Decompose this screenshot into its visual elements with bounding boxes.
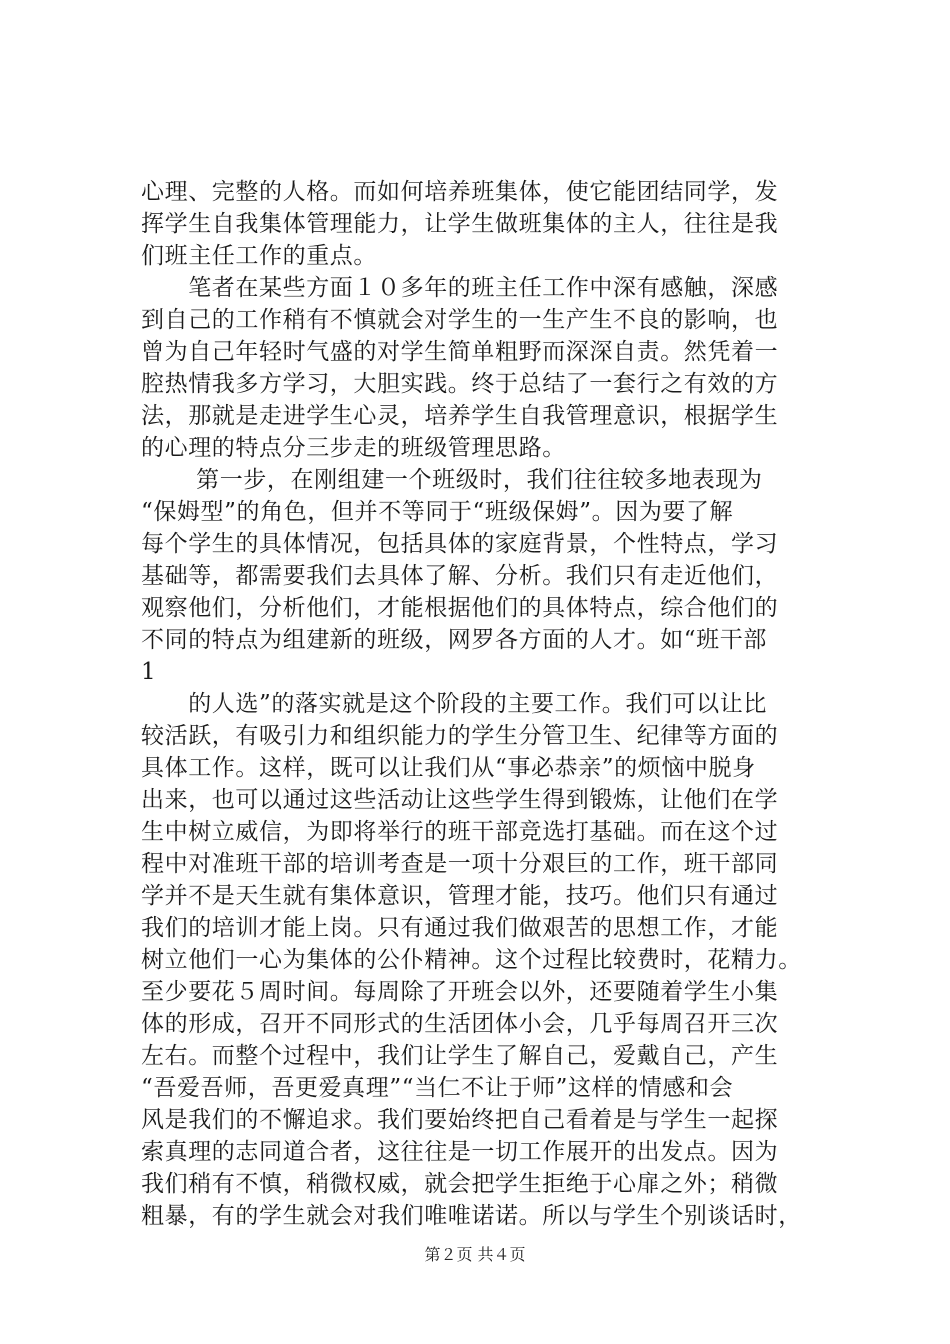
text-line: 们班主任工作的重点。	[141, 243, 377, 269]
text-line: 生中树立威信，为即将举行的班干部竞选打基础。而在这个过	[141, 819, 779, 845]
text-line: 学并不是天生就有集体意识，管理才能，技巧。他们只有通过	[141, 883, 779, 909]
text-line: 曾为自己年轻时气盛的对学生简单粗野而深深自责。然凭着一	[141, 339, 779, 365]
text-line: 到自己的工作稍有不慎就会对学生的一生产生不良的影响，也	[141, 307, 779, 333]
text-line: 观察他们，分析他们，才能根据他们的具体特点，综合他们的	[141, 595, 779, 621]
text-line: 索真理的志同道合者，这往往是一切工作展开的出发点。因为	[141, 1139, 779, 1165]
text-line: 心理、完整的人格。而如何培养班集体，使它能团结同学，发	[141, 179, 779, 205]
text-line: 我们稍有不慎，稍微权威，就会把学生拒绝于心扉之外；稍微	[141, 1171, 779, 1197]
text-line: 笔者在某些方面１０多年的班主任工作中深有感触，深感	[141, 275, 779, 301]
text-line: 的心理的特点分三步走的班级管理思路。	[141, 435, 566, 461]
text-line: 出来，也可以通过这些活动让这些学生得到锻炼，让他们在学	[141, 787, 779, 813]
text-line: 法，那就是走进学生心灵，培养学生自我管理意识，根据学生	[141, 403, 779, 429]
text-line: 至少要花５周时间。每周除了开班会以外，还要随着学生小集	[141, 979, 779, 1005]
text-line: “保姆型”的角色，但并不等同于“班级保姆”。因为要了解	[141, 499, 734, 525]
text-line: 挥学生自我集体管理能力，让学生做班集体的主人，往往是我	[141, 211, 779, 237]
text-line: 的人选”的落实就是这个阶段的主要工作。我们可以让比	[141, 691, 767, 717]
page-footer: 第２页 共４页	[424, 1245, 526, 1264]
text-line: 第一步，在刚组建一个班级时，我们往往较多地表现为	[141, 467, 763, 493]
text-line: 每个学生的具体情况，包括具体的家庭背景，个性特点，学习	[141, 531, 779, 557]
text-line: 基础等，都需要我们去具体了解、分析。我们只有走近他们，	[141, 563, 779, 589]
text-line: 左右。而整个过程中，我们让学生了解自己，爱戴自己，产生	[141, 1043, 779, 1069]
text-line: 风是我们的不懈追求。我们要始终把自己看着是与学生一起探	[141, 1107, 779, 1133]
text-line: “吾爱吾师，吾更爱真理”“当仁不让于师”这样的情感和会	[141, 1075, 734, 1101]
page-marker: 1	[141, 659, 157, 685]
text-line: 不同的特点为组建新的班级，网罗各方面的人才。如“班干部	[141, 627, 767, 653]
text-line: 具体工作。这样，既可以让我们从“事必恭亲”的烦恼中脱身	[141, 755, 756, 781]
text-line: 我们的培训才能上岗。只有通过我们做艰苦的思想工作，才能	[141, 915, 779, 941]
text-line: 腔热情我多方学习，大胆实践。终于总结了一套行之有效的方	[141, 371, 779, 397]
text-line: 较活跃，有吸引力和组织能力的学生分管卫生、纪律等方面的	[141, 723, 779, 749]
text-line: 体的形成，召开不同形式的生活团体小会，几乎每周召开三次	[141, 1011, 779, 1037]
text-line: 程中对准班干部的培训考查是一项十分艰巨的工作，班干部同	[141, 851, 779, 877]
text-line: 树立他们一心为集体的公仆精神。这个过程比较费时，花精力。	[141, 947, 802, 973]
text-line: 粗暴，有的学生就会对我们唯唯诺诺。所以与学生个别谈话时，	[141, 1203, 802, 1229]
